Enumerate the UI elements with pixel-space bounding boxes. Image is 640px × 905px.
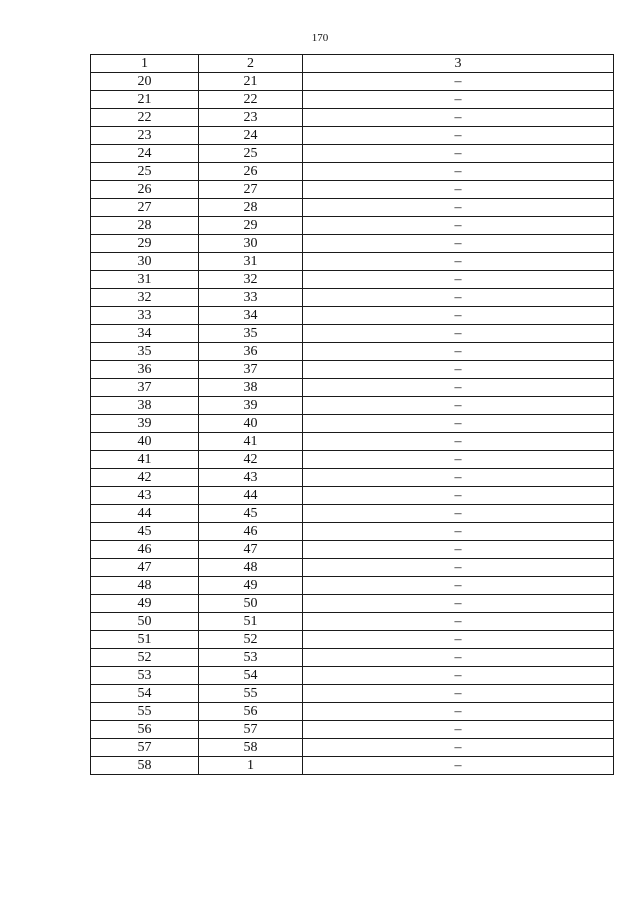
table-cell: – bbox=[303, 361, 614, 379]
table-row bbox=[91, 739, 614, 757]
table-cell: – bbox=[303, 163, 614, 181]
table-row bbox=[91, 163, 614, 181]
table-body bbox=[91, 55, 614, 775]
table-cell: 42 bbox=[91, 469, 199, 487]
table-cell: – bbox=[303, 649, 614, 667]
table-cell: – bbox=[303, 721, 614, 739]
table-cell: 22 bbox=[91, 109, 199, 127]
table-cell: 36 bbox=[199, 343, 303, 361]
table-cell: 25 bbox=[199, 145, 303, 163]
table-row bbox=[91, 289, 614, 307]
table-cell: 55 bbox=[91, 703, 199, 721]
table-cell: – bbox=[303, 307, 614, 325]
data-table bbox=[90, 54, 614, 775]
table-cell: 40 bbox=[91, 433, 199, 451]
table-cell: 21 bbox=[199, 73, 303, 91]
table-row bbox=[91, 703, 614, 721]
table-cell: 55 bbox=[199, 685, 303, 703]
table-cell: 27 bbox=[91, 199, 199, 217]
table-cell: 49 bbox=[199, 577, 303, 595]
table-cell: 23 bbox=[199, 109, 303, 127]
table-cell: – bbox=[303, 613, 614, 631]
table-cell: – bbox=[303, 739, 614, 757]
table-cell: – bbox=[303, 343, 614, 361]
table-row bbox=[91, 595, 614, 613]
table-row bbox=[91, 145, 614, 163]
column-header: 2 bbox=[199, 55, 303, 73]
table-cell: – bbox=[303, 109, 614, 127]
table-row bbox=[91, 505, 614, 523]
table-cell: 47 bbox=[199, 541, 303, 559]
table-cell: 34 bbox=[91, 325, 199, 343]
table-cell: – bbox=[303, 379, 614, 397]
table-cell: – bbox=[303, 181, 614, 199]
table-row bbox=[91, 181, 614, 199]
table-cell: 36 bbox=[91, 361, 199, 379]
table-row bbox=[91, 361, 614, 379]
table-cell: 53 bbox=[91, 667, 199, 685]
table-cell: 52 bbox=[91, 649, 199, 667]
table-cell: 23 bbox=[91, 127, 199, 145]
table-cell: 58 bbox=[199, 739, 303, 757]
table-row bbox=[91, 379, 614, 397]
table-cell: 37 bbox=[91, 379, 199, 397]
table-cell: – bbox=[303, 559, 614, 577]
table-cell: 38 bbox=[91, 397, 199, 415]
table-cell: 33 bbox=[199, 289, 303, 307]
table-row bbox=[91, 685, 614, 703]
table-row bbox=[91, 487, 614, 505]
table-row bbox=[91, 613, 614, 631]
table-cell: 54 bbox=[199, 667, 303, 685]
table-cell: 28 bbox=[199, 199, 303, 217]
table-cell: – bbox=[303, 253, 614, 271]
table-cell: 48 bbox=[199, 559, 303, 577]
table-cell: 47 bbox=[91, 559, 199, 577]
table-cell: 39 bbox=[91, 415, 199, 433]
table-row bbox=[91, 721, 614, 739]
table-row bbox=[91, 541, 614, 559]
table-cell: 31 bbox=[91, 271, 199, 289]
table-cell: 35 bbox=[91, 343, 199, 361]
table-cell: 25 bbox=[91, 163, 199, 181]
table-cell: – bbox=[303, 217, 614, 235]
table-row bbox=[91, 253, 614, 271]
column-header: 1 bbox=[91, 55, 199, 73]
table-row bbox=[91, 397, 614, 415]
table-cell: 48 bbox=[91, 577, 199, 595]
table-cell: – bbox=[303, 451, 614, 469]
table-cell: 52 bbox=[199, 631, 303, 649]
table-cell: 57 bbox=[91, 739, 199, 757]
table-cell: 50 bbox=[91, 613, 199, 631]
table-cell: 34 bbox=[199, 307, 303, 325]
table-cell: 42 bbox=[199, 451, 303, 469]
table-cell: – bbox=[303, 685, 614, 703]
table-cell: 41 bbox=[199, 433, 303, 451]
table-cell: – bbox=[303, 73, 614, 91]
table-cell: 41 bbox=[91, 451, 199, 469]
table-cell: 1 bbox=[199, 757, 303, 775]
table-cell: – bbox=[303, 757, 614, 775]
table-cell: 49 bbox=[91, 595, 199, 613]
table-cell: 30 bbox=[199, 235, 303, 253]
table-cell: – bbox=[303, 631, 614, 649]
table-cell: 32 bbox=[91, 289, 199, 307]
table-row bbox=[91, 235, 614, 253]
table-cell: – bbox=[303, 235, 614, 253]
table-row bbox=[91, 343, 614, 361]
table-cell: 45 bbox=[199, 505, 303, 523]
table-cell: 46 bbox=[91, 541, 199, 559]
table-row bbox=[91, 577, 614, 595]
table-cell: 56 bbox=[199, 703, 303, 721]
table-row bbox=[91, 91, 614, 109]
table-cell: – bbox=[303, 541, 614, 559]
table-cell: 51 bbox=[91, 631, 199, 649]
table-cell: 29 bbox=[91, 235, 199, 253]
table-header-row bbox=[91, 55, 614, 73]
table-cell: 37 bbox=[199, 361, 303, 379]
table-cell: – bbox=[303, 505, 614, 523]
table-cell: 44 bbox=[91, 505, 199, 523]
table-cell: – bbox=[303, 523, 614, 541]
table-cell: 31 bbox=[199, 253, 303, 271]
table-cell: 24 bbox=[199, 127, 303, 145]
table-cell: – bbox=[303, 91, 614, 109]
table-cell: 46 bbox=[199, 523, 303, 541]
table-row bbox=[91, 199, 614, 217]
table-cell: – bbox=[303, 595, 614, 613]
table-cell: 29 bbox=[199, 217, 303, 235]
table-cell: 39 bbox=[199, 397, 303, 415]
table-row bbox=[91, 523, 614, 541]
table-cell: – bbox=[303, 397, 614, 415]
table-row bbox=[91, 667, 614, 685]
table-cell: 43 bbox=[199, 469, 303, 487]
table-cell: 20 bbox=[91, 73, 199, 91]
table-row bbox=[91, 325, 614, 343]
table-cell: – bbox=[303, 667, 614, 685]
page-number: 170 bbox=[311, 32, 329, 44]
table-cell: – bbox=[303, 703, 614, 721]
table-cell: 51 bbox=[199, 613, 303, 631]
table-cell: 44 bbox=[199, 487, 303, 505]
table-cell: 53 bbox=[199, 649, 303, 667]
table-cell: – bbox=[303, 415, 614, 433]
table-cell: – bbox=[303, 577, 614, 595]
table-cell: 26 bbox=[199, 163, 303, 181]
table-cell: – bbox=[303, 199, 614, 217]
table-row bbox=[91, 307, 614, 325]
table-cell: 30 bbox=[91, 253, 199, 271]
table-row bbox=[91, 649, 614, 667]
table-row bbox=[91, 217, 614, 235]
table-cell: 58 bbox=[91, 757, 199, 775]
table-cell: 21 bbox=[91, 91, 199, 109]
table-cell: 22 bbox=[199, 91, 303, 109]
table-row bbox=[91, 109, 614, 127]
column-header: 3 bbox=[303, 55, 614, 73]
table-cell: 57 bbox=[199, 721, 303, 739]
table-row bbox=[91, 127, 614, 145]
table-cell: – bbox=[303, 487, 614, 505]
table-row bbox=[91, 415, 614, 433]
table-cell: – bbox=[303, 433, 614, 451]
table-cell: 24 bbox=[91, 145, 199, 163]
table-row bbox=[91, 433, 614, 451]
table-cell: 38 bbox=[199, 379, 303, 397]
table-cell: 26 bbox=[91, 181, 199, 199]
table-cell: 45 bbox=[91, 523, 199, 541]
table-row bbox=[91, 271, 614, 289]
table-cell: 28 bbox=[91, 217, 199, 235]
table-cell: 27 bbox=[199, 181, 303, 199]
table-row bbox=[91, 451, 614, 469]
table-cell: 40 bbox=[199, 415, 303, 433]
table-row bbox=[91, 73, 614, 91]
table-cell: – bbox=[303, 325, 614, 343]
table-row bbox=[91, 631, 614, 649]
table-cell: 43 bbox=[91, 487, 199, 505]
table-cell: 54 bbox=[91, 685, 199, 703]
table-cell: – bbox=[303, 469, 614, 487]
table-cell: 35 bbox=[199, 325, 303, 343]
table-cell: 33 bbox=[91, 307, 199, 325]
table-cell: – bbox=[303, 289, 614, 307]
table-row bbox=[91, 757, 614, 775]
table-cell: 56 bbox=[91, 721, 199, 739]
table-row bbox=[91, 469, 614, 487]
table-cell: 32 bbox=[199, 271, 303, 289]
table-cell: – bbox=[303, 127, 614, 145]
table-cell: – bbox=[303, 271, 614, 289]
table-cell: – bbox=[303, 145, 614, 163]
table-row bbox=[91, 559, 614, 577]
table-cell: 50 bbox=[199, 595, 303, 613]
